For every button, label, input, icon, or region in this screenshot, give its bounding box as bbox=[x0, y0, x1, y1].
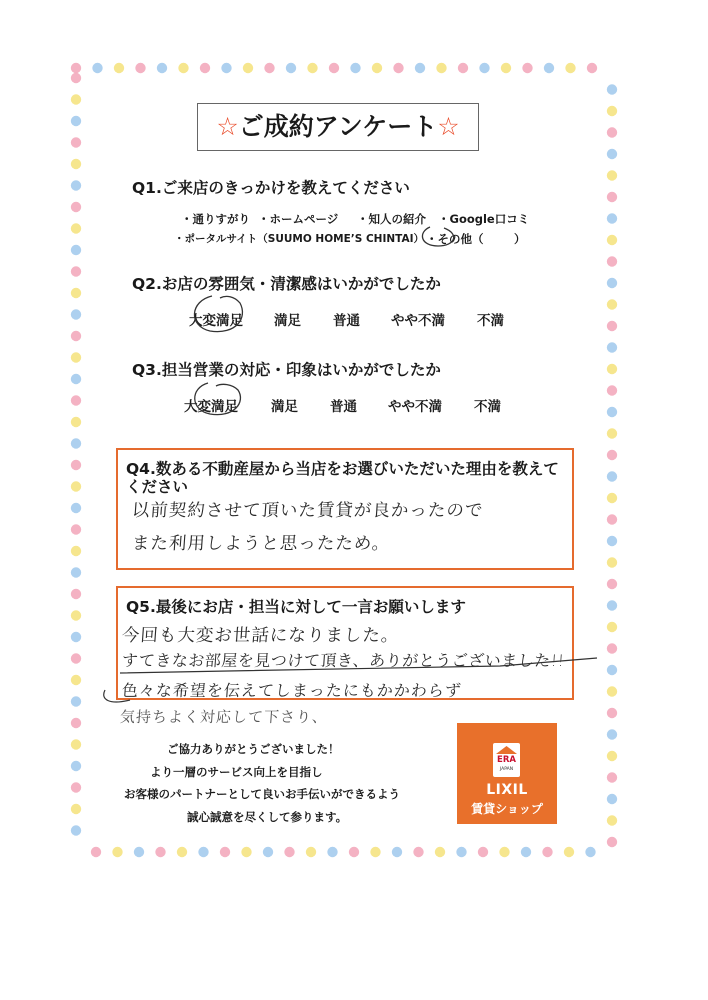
border-dot bbox=[71, 73, 81, 83]
border-dot bbox=[607, 213, 617, 223]
border-dot bbox=[607, 385, 617, 395]
chintai-shop-text: 賃貸ショップ bbox=[471, 802, 543, 816]
border-dot bbox=[71, 202, 81, 212]
q5-answer-line3: 色々な希望を伝えてしまったにもかかわらず bbox=[121, 681, 463, 700]
border-dot bbox=[564, 847, 574, 857]
border-dot bbox=[71, 395, 81, 405]
border-dot bbox=[607, 815, 617, 825]
border-dot bbox=[499, 847, 509, 857]
border-dot bbox=[114, 63, 124, 73]
border-dot bbox=[220, 847, 230, 857]
thanks-line1: ご協力ありがとうございました！ bbox=[167, 742, 340, 756]
q3-rating-satisfied[interactable]: 満足 bbox=[271, 399, 298, 415]
border-dot bbox=[607, 622, 617, 632]
border-dot bbox=[607, 342, 617, 352]
border-dot bbox=[542, 847, 552, 857]
border-dot bbox=[607, 536, 617, 546]
border-dot bbox=[71, 223, 81, 233]
q4-question-line1: Q4.数ある不動産屋から当店をお選びいただいた理由を教えて bbox=[126, 460, 559, 478]
border-dot bbox=[392, 847, 402, 857]
q4-question-line2: ください bbox=[126, 478, 189, 496]
border-dot bbox=[607, 106, 617, 116]
border-dot bbox=[607, 149, 617, 159]
border-dot bbox=[479, 63, 489, 73]
q5-answer-line2: すてきなお部屋を見つけて頂き、ありがとうございました!! bbox=[121, 651, 566, 670]
border-dot bbox=[71, 503, 81, 513]
border-dot bbox=[415, 63, 425, 73]
border-dot bbox=[585, 847, 595, 857]
q1-option-walk-by[interactable]: ・通りすがり bbox=[181, 212, 250, 226]
border-dot bbox=[71, 63, 81, 73]
border-dot bbox=[71, 137, 81, 147]
era-badge bbox=[493, 743, 520, 777]
border-dot bbox=[607, 686, 617, 696]
border-dot bbox=[544, 63, 554, 73]
q5-answer-line4: 気持ちよく対応して下さり、 bbox=[119, 708, 329, 726]
q2-rating-very-satisfied[interactable]: 大変満足 bbox=[189, 313, 243, 329]
border-dot bbox=[155, 847, 165, 857]
border-dot bbox=[71, 288, 81, 298]
border-dot bbox=[71, 696, 81, 706]
border-dot bbox=[436, 63, 446, 73]
border-dot bbox=[221, 63, 231, 73]
survey-title bbox=[197, 103, 479, 151]
border-dot bbox=[71, 94, 81, 104]
border-dot bbox=[71, 352, 81, 362]
border-dot bbox=[112, 847, 122, 857]
border-dot bbox=[71, 460, 81, 470]
border-dot bbox=[71, 481, 81, 491]
q1-option-other-close: ） bbox=[514, 232, 526, 246]
border-dot bbox=[435, 847, 445, 857]
border-dot bbox=[607, 643, 617, 653]
q2-rating-dissatisfied[interactable]: 不満 bbox=[477, 313, 504, 329]
border-dot bbox=[71, 309, 81, 319]
border-dot bbox=[607, 579, 617, 589]
q5-answer-line1: 今回も大変お世話になりました。 bbox=[121, 626, 401, 646]
japan-text: JAPAN bbox=[499, 767, 514, 772]
border-dot bbox=[587, 63, 597, 73]
border-dot bbox=[327, 847, 337, 857]
border-dot bbox=[607, 192, 617, 202]
border-dot bbox=[135, 63, 145, 73]
q3-rating-very-satisfied[interactable]: 大変満足 bbox=[184, 399, 238, 415]
border-dot bbox=[349, 847, 359, 857]
border-dot bbox=[71, 159, 81, 169]
border-dot bbox=[157, 63, 167, 73]
q1-option-homepage[interactable]: ・ホームページ bbox=[258, 212, 339, 226]
border-dot bbox=[177, 847, 187, 857]
border-dot bbox=[71, 653, 81, 663]
border-dot bbox=[607, 772, 617, 782]
border-dot bbox=[71, 116, 81, 126]
border-dot bbox=[607, 299, 617, 309]
border-dot bbox=[350, 63, 360, 73]
border-dot bbox=[607, 364, 617, 374]
border-dot bbox=[71, 524, 81, 534]
border-dot bbox=[607, 170, 617, 180]
border-dot bbox=[200, 63, 210, 73]
border-dot bbox=[71, 739, 81, 749]
border-dot bbox=[71, 761, 81, 771]
border-dot bbox=[370, 847, 380, 857]
border-dot bbox=[91, 847, 101, 857]
border-dot bbox=[607, 557, 617, 567]
border-dot bbox=[456, 847, 466, 857]
border-dot bbox=[71, 546, 81, 556]
border-dot bbox=[607, 794, 617, 804]
border-dot bbox=[329, 63, 339, 73]
q3-rating-somewhat-dissatisfied[interactable]: やや不満 bbox=[388, 399, 442, 415]
q1-option-google-reviews[interactable]: ・Google口コミ bbox=[438, 212, 530, 226]
q4-answer-line1: 以前契約させて頂いた賃貸が良かったので bbox=[131, 501, 485, 521]
border-dot bbox=[307, 63, 317, 73]
thanks-line4: 誠心誠意を尽くして参ります。 bbox=[187, 810, 348, 824]
q1-question: Q1.ご来店のきっかけを教えてください bbox=[132, 179, 410, 197]
border-dot bbox=[71, 632, 81, 642]
q2-rating-somewhat-dissatisfied[interactable]: やや不満 bbox=[391, 313, 445, 329]
border-dot bbox=[607, 127, 617, 137]
border-dot bbox=[501, 63, 511, 73]
border-dot bbox=[178, 63, 188, 73]
border-dot bbox=[607, 84, 617, 94]
house-roof-icon bbox=[496, 746, 517, 754]
border-dot bbox=[134, 847, 144, 857]
q3-rating-neutral[interactable]: 普通 bbox=[330, 399, 357, 415]
q1-option-portal-site[interactable]: ・ポータルサイト（SUUMO HOME’S CHINTAI） bbox=[174, 233, 425, 245]
border-dot bbox=[607, 450, 617, 460]
thanks-line2: より一層のサービス向上を目指し bbox=[150, 765, 323, 779]
lixil-text: LIXIL bbox=[486, 782, 528, 798]
q2-question: Q2.お店の雰囲気・清潔感はいかがでしたか bbox=[132, 275, 441, 293]
border-dot bbox=[607, 407, 617, 417]
thanks-line3: お客様のパートナーとして良いお手伝いができるよう bbox=[124, 787, 400, 801]
q2-rating-satisfied[interactable]: 満足 bbox=[274, 313, 301, 329]
era-lixil-logo bbox=[457, 723, 557, 824]
border-dot bbox=[71, 245, 81, 255]
q1-option-referral[interactable]: ・知人の紹介 bbox=[357, 212, 426, 226]
border-dot bbox=[71, 567, 81, 577]
star-icon-right: ☆ bbox=[437, 112, 460, 141]
q2-rating-neutral[interactable]: 普通 bbox=[333, 313, 360, 329]
border-dot bbox=[607, 428, 617, 438]
border-dot bbox=[607, 665, 617, 675]
border-dot bbox=[198, 847, 208, 857]
border-dot bbox=[71, 438, 81, 448]
border-dot bbox=[71, 266, 81, 276]
border-dot bbox=[71, 825, 81, 835]
border-dot bbox=[607, 837, 617, 847]
border-dot bbox=[71, 331, 81, 341]
border-dot bbox=[71, 180, 81, 190]
border-dot bbox=[71, 417, 81, 427]
border-dot bbox=[264, 63, 274, 73]
border-dot bbox=[286, 63, 296, 73]
title-text: ご成約アンケート bbox=[238, 112, 438, 141]
border-dot bbox=[71, 718, 81, 728]
border-dot bbox=[306, 847, 316, 857]
border-dot bbox=[607, 751, 617, 761]
border-dot bbox=[71, 782, 81, 792]
border-dot bbox=[241, 847, 251, 857]
border-dot bbox=[71, 804, 81, 814]
q4-answer-line2: また利用しようと思ったため。 bbox=[131, 534, 391, 554]
border-dot bbox=[393, 63, 403, 73]
q5-question: Q5.最後にお店・担当に対して一言お願いします bbox=[126, 598, 466, 616]
border-dot bbox=[607, 729, 617, 739]
border-dot bbox=[607, 235, 617, 245]
border-dot bbox=[263, 847, 273, 857]
border-dot bbox=[92, 63, 102, 73]
border-dot bbox=[71, 374, 81, 384]
border-dot bbox=[458, 63, 468, 73]
border-dot bbox=[243, 63, 253, 73]
border-dot bbox=[565, 63, 575, 73]
border-dot bbox=[413, 847, 423, 857]
border-dot bbox=[521, 847, 531, 857]
border-dot bbox=[71, 610, 81, 620]
border-dot bbox=[607, 278, 617, 288]
border-dot bbox=[522, 63, 532, 73]
border-dot bbox=[607, 471, 617, 481]
border-dot bbox=[607, 493, 617, 503]
era-text: ERA bbox=[497, 755, 516, 765]
border-dot bbox=[478, 847, 488, 857]
border-dot bbox=[607, 256, 617, 266]
border-dot bbox=[607, 600, 617, 610]
border-dot bbox=[71, 675, 81, 685]
q3-rating-dissatisfied[interactable]: 不満 bbox=[474, 399, 501, 415]
border-dot bbox=[372, 63, 382, 73]
border-dot bbox=[607, 514, 617, 524]
q3-question: Q3.担当営業の対応・印象はいかがでしたか bbox=[132, 361, 441, 379]
border-dot bbox=[71, 589, 81, 599]
star-icon-left: ☆ bbox=[216, 112, 239, 141]
q1-option-other[interactable]: ・その他（ bbox=[426, 232, 484, 246]
border-dot bbox=[607, 321, 617, 331]
border-dot bbox=[284, 847, 294, 857]
border-dot bbox=[607, 708, 617, 718]
